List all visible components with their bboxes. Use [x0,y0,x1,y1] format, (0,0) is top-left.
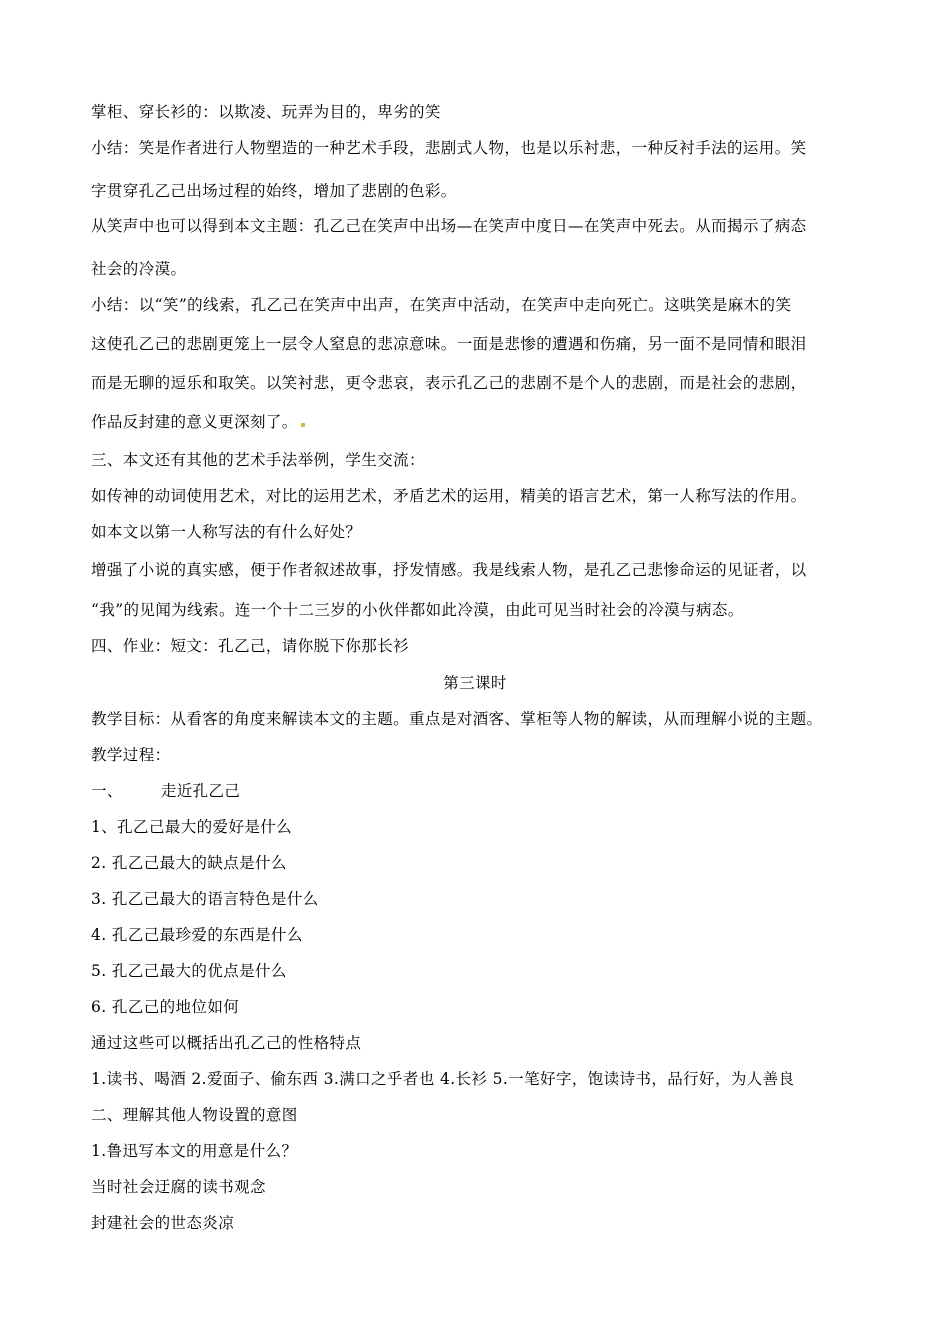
text-line: 教学过程： [91,746,171,764]
text-line-with-mark [91,412,305,432]
section-heading [91,781,240,801]
text-line: 作品反封建的意义更深刻了。 [91,413,298,431]
highlight-mark-icon [301,423,305,427]
section-title: 走近孔乙己 [160,782,241,800]
list-item: 6. 孔乙己的地位如何 [91,998,240,1016]
text-line: 如传神的动词使用艺术，对比的运用艺术，矛盾艺术的运用，精美的语言艺术，第一人称写法的作用。 [91,487,807,505]
text-line: 1.鲁迅写本文的用意是什么？ [91,1142,298,1160]
text-line: 1.读书、喝酒 2.爱面子、偷东西 3.满口之乎者也 4.长衫 5.一笔好字，饱读诗书，品行好，为人善良 [91,1070,795,1088]
text-line: 从笑声中也可以得到本文主题：孔乙己在笑声中出场—在笑声中度日—在笑声中死去。从而揭示了病态 [91,217,807,235]
text-line: 这使孔乙己的悲剧更笼上一层令人窒息的悲凉意味。一面是悲惨的遭遇和伤痛，另一面不是同情和眼泪 [91,335,807,353]
text-line: 而是无聊的逗乐和取笑。以笑衬悲，更令悲哀，表示孔乙己的悲剧不是个人的悲剧，而是社会的悲剧， [91,374,807,392]
text-line: 教学目标：从看客的角度来解读本文的主题。重点是对酒客、掌柜等人物的解读，从而理解小说的主题。 [91,710,823,728]
text-line: 如本文以第一人称写法的有什么好处？ [91,523,362,541]
text-line: 掌柜、穿长衫的：以欺凌、玩弄为目的，卑劣的笑 [91,103,441,121]
section-number: 一、 [91,782,123,800]
list-item: 2. 孔乙己最大的缺点是什么 [91,854,287,872]
text-line: 社会的冷漠。 [91,260,187,278]
section-heading: 二、理解其他人物设置的意图 [91,1106,298,1124]
text-line: 封建社会的世态炎凉 [91,1214,235,1232]
text-line: 通过这些可以概括出孔乙己的性格特点 [91,1034,362,1052]
text-line: 当时社会迂腐的读书观念 [91,1178,266,1196]
list-item: 4. 孔乙己最珍爱的东西是什么 [91,926,303,944]
text-line: 小结：笑是作者进行人物塑造的一种艺术手段，悲剧式人物，也是以乐衬悲，一种反衬手法的运用。笑 [91,139,807,157]
lesson-title: 第三课时 [443,674,507,692]
list-item: 1、孔乙己最大的爱好是什么 [91,818,293,836]
text-line: 字贯穿孔乙己出场过程的始终，增加了悲剧的色彩。 [91,182,457,200]
section-heading: 三、本文还有其他的艺术手法举例，学生交流： [91,451,425,469]
text-line: 小结：以“笑”的线索，孔乙己在笑声中出声，在笑声中活动，在笑声中走向死亡。这哄笑是麻木的笑 [91,296,792,314]
text-line: “我”的见闻为线索。连一个十二三岁的小伙伴都如此冷漠，由此可见当时社会的冷漠与病态。 [91,601,744,619]
list-item: 5. 孔乙己最大的优点是什么 [91,962,287,980]
section-heading: 四、作业：短文：孔乙己，请你脱下你那长衫 [91,637,410,655]
text-line: 增强了小说的真实感，便于作者叙述故事，抒发情感。我是线索人物，是孔乙己悲惨命运的见证者，以 [91,561,807,579]
list-item: 3. 孔乙己最大的语言特色是什么 [91,890,319,908]
